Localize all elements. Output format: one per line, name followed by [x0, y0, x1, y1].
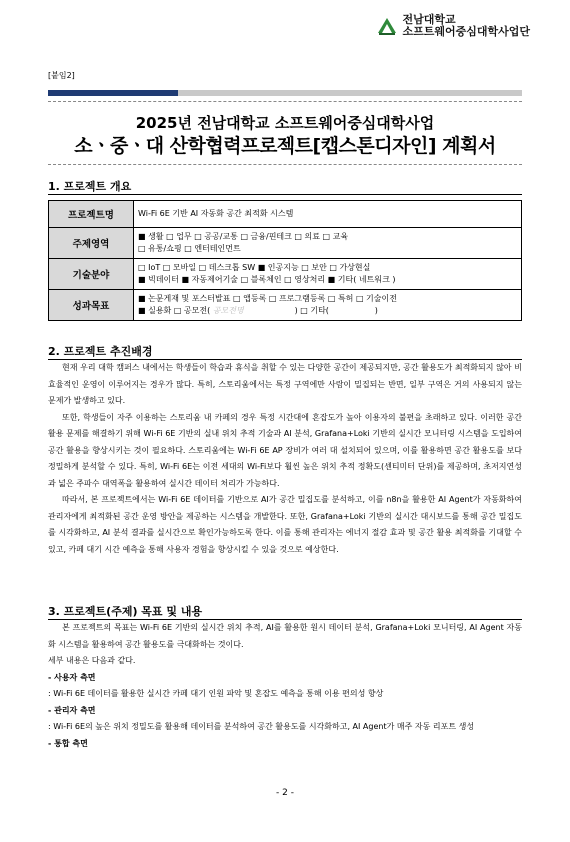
contest-name-placeholder: 공모전명	[212, 306, 244, 315]
section-underline	[48, 194, 522, 195]
paragraph: 본 프로젝트의 목표는 Wi-Fi 6E 기반의 실시간 위치 추적, AI를 활용한 원시 데이터 분석, Grafana+Loki 모니터링, AI Agent 자동화 시스템을 활용하여 공간 활용도를 극대화하는 것이다.	[48, 623, 522, 649]
subheading-integrated: - 통합 측면	[48, 738, 88, 748]
table-row	[49, 259, 522, 290]
divider	[48, 101, 522, 102]
attachment-label: [붙임2]	[48, 71, 75, 80]
goal-options-2	[138, 305, 517, 317]
paragraph: 따라서, 본 프로젝트에서는 Wi-Fi 6E 데이터를 기반으로 AI가 공간 밀집도를 분석하고, 이를 n8n을 활용한 AI Agent가 자동화하여 관리자에게 최적화된 공간 운영 방안을 제공하는 시스템을 개발한다. 또한, Grafana+Loki 기반의 실시간 대시보드를 통해 공간 밀집도를 시각화하고, AI 분석 결과를 실시간으로 확인가능하도록 한다. 이를 통해 관리자는 에너지 절감 효과 및 공간 활용 최적화를 기대할 수 있고, 카페 대기 시간 예측을 통해 사용자 경험을 향상시킬 수 있을 것으로 예상한다.	[48, 495, 522, 554]
row-label: 프로젝트명	[49, 201, 134, 228]
row-value	[134, 201, 522, 228]
table-row	[49, 290, 522, 321]
section-2-body	[48, 360, 522, 558]
logo-line1: 전남대학교	[402, 13, 456, 26]
logo-line2: 소프트웨어중심대학사업단	[402, 25, 530, 38]
table-row	[49, 201, 522, 228]
paragraph: 또한, 학생들이 자주 이용하는 스토리움 내 카페의 경우 특정 시간대에 혼잡도가 높아 이용자의 불편을 초래하고 있다. 이러한 공간 활용 문제를 해결하기 위해 Wi-Fi 6E 기반의 실내 위치 추적 기술과 AI 분석, Grafana+Loki 기반의 실시간 모니터링 시스템을 도입하여 공간 활용을 향상시키는 것이 필요하다. 스토리움에는 Wi-Fi 6E AP 장비가 여러 대 설치되어 있으며, 이를 활용하면 공간 활용도를 보다 정밀하게 분석할 수 있다. 특히, Wi-Fi 6E는 이전 세대의 Wi-Fi보다 훨씬 높은 위치 추적 정확도(센티미터 단위)를 제공하며, 초저지연성과 넓은 주파수 대역폭을 활용하여 실시간 데이터 처리가 가능하다.	[48, 412, 522, 488]
university-logo	[376, 14, 530, 38]
tech-options-1: □ IoT □ 모바일 □ 데스크톱 SW ■ 인공지능 □ 보안 □ 가상현실	[138, 263, 371, 272]
paragraph: : Wi-Fi 6E 데이터를 활용한 실시간 카페 대기 인원 파악 및 혼잡도 예측을 통해 이용 편의성 향상	[48, 689, 384, 698]
tech-options-2: ■ 빅데이터 ■ 자동제어기술 □ 블록체인 □ 영상처리 ■ 기타( 네트워크 )	[138, 275, 396, 284]
row-label: 주제영역	[49, 228, 134, 259]
section-2-heading: 2. 프로젝트 추진배경	[48, 345, 153, 358]
paragraph: 현재 우리 대학 캠퍼스 내에서는 학생들이 학습과 휴식을 취할 수 있는 다양한 공간이 제공되지만, 공간 활용도가 최적화되지 않아 비효율적인 운영이 이루어지는 경우가 많다. 특히, 스토리움에서는 특정 구역에만 사람이 밀집되는 반면, 일부 구역은 거의 사용되지 않는 문제가 발생하고 있다.	[48, 363, 522, 405]
row-value	[134, 259, 522, 290]
section-3-body	[48, 620, 522, 752]
project-overview-table	[48, 200, 522, 321]
row-value	[134, 290, 522, 321]
document-subtitle: 소ㆍ중ㆍ대 산학협력프로젝트[캡스톤디자인] 계획서	[74, 135, 496, 157]
project-name: Wi-Fi 6E 기반 AI 자동화 공간 최적화 시스템	[138, 209, 294, 218]
goal-options-2-rest: ) □ 기타( )	[243, 306, 378, 315]
subheading-user: - 사용자 측면	[48, 672, 96, 682]
topic-options-1: ■ 생활 □ 업무 □ 공공/교통 □ 금융/핀테크 □ 의료 □ 교육	[138, 232, 349, 241]
logo-emblem-icon	[376, 15, 398, 37]
divider	[48, 164, 522, 165]
row-label: 성과목표	[49, 290, 134, 321]
section-1-heading: 1. 프로젝트 개요	[48, 180, 132, 193]
subheading-admin: - 관리자 측면	[48, 705, 96, 715]
section-3-heading: 3. 프로젝트(주제) 목표 및 내용	[48, 605, 203, 618]
document-title: 2025년 전남대학교 소프트웨어중심대학사업	[135, 114, 435, 132]
header-bar	[48, 90, 522, 96]
goal-options-1: ■ 논문게재 및 포스터발표 □ 앱등록 □ 프로그램등록 □ 특허 □ 기술이전	[138, 294, 397, 303]
goal-options-2-text: ■ 실용화 □ 공모전(	[138, 306, 211, 315]
row-label: 기술분야	[49, 259, 134, 290]
topic-options-2: □ 유통/쇼핑 □ 엔터테인먼트	[138, 244, 241, 253]
paragraph: : Wi-Fi 6E의 높은 위치 정밀도를 활용해 데이터를 분석하여 공간 활용도를 시각화하고, AI Agent가 매주 자동 리포트 생성	[48, 722, 475, 731]
table-row	[49, 228, 522, 259]
page-number: - 2 -	[276, 788, 294, 798]
paragraph: 세부 내용은 다음과 같다.	[48, 656, 136, 665]
row-value	[134, 228, 522, 259]
